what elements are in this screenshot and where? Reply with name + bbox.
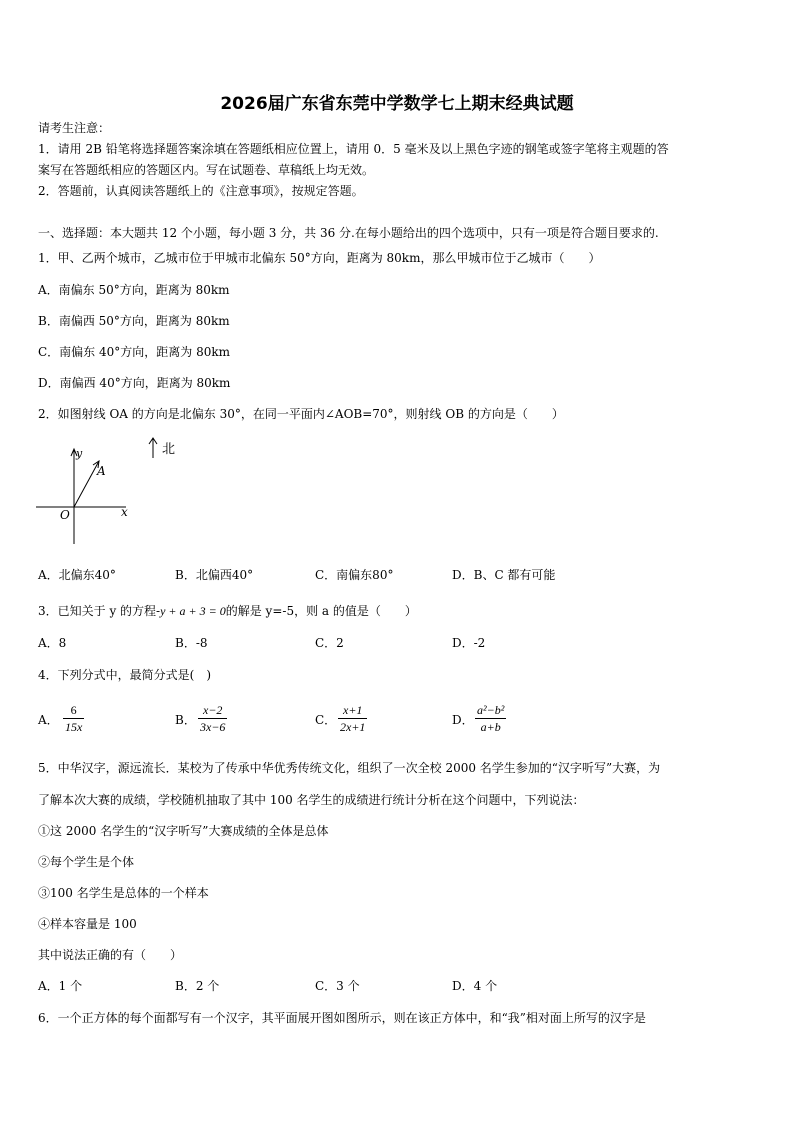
question-3-stem [38,603,417,619]
notice-item-1-line-1: 1．请用 2B 铅笔将选择题答案涂填在答题纸相应位置上，请用 0．5 毫米及以上黑色字迹的钢笔或签字笔将主观题的答 [38,142,669,156]
question-1-option-c: C．南偏东 40°方向，距离为 80km [38,345,231,359]
fraction-denominator: 3x−6 [200,720,226,734]
origin-label: O [60,508,70,522]
question-4-option-a-fraction [63,703,84,734]
question-5-option-c: C．3 个 [315,979,360,993]
question-5-ask: 其中说法正确的有（ ） [38,948,183,962]
notice-heading: 请考生注意： [38,121,111,135]
question-5-option-b: B．2 个 [175,979,220,993]
question-5-statement-4: ④样本容量是 100 [38,917,137,931]
fraction-denominator: 15x [65,720,83,734]
section-heading: 一、选择题：本大题共 12 个小题，每小题 3 分，共 36 分.在每小题给出的四个选项中，只有一项是符合题目要求的. [38,226,659,240]
question-4-option-d-fraction [475,703,506,734]
question-1-option-a: A．南偏东 50°方向，距离为 80km [38,283,230,297]
question-4-option-d-label: D． [452,713,474,727]
axis-x-label: x [121,505,128,519]
fraction-denominator: 2x+1 [340,720,366,734]
question-4-option-c-label: C． [315,713,337,727]
question-1-stem: 1．甲、乙两个城市，乙城市位于甲城市北偏东 50°方向，距离为 80km，那么甲城市位于乙城市（ ） [38,251,601,265]
question-6-stem: 6．一个正方体的每个面都写有一个汉字，其平面展开图如图所示，则在该正方体中，和“我”相对面上所写的汉字是 [38,1011,646,1025]
question-5-line-1: 5．中华汉字，源远流长．某校为了传承中华优秀传统文化，组织了一次全校 2000 名学生参加的“汉字听写”大赛，为 [38,761,661,775]
question-3-option-d: D．-2 [452,636,486,650]
notice-item-1-line-2: 案写在答题纸相应的答题区内。写在试题卷、草稿纸上均无效。 [38,163,375,177]
question-1-option-b: B．南偏西 50°方向，距离为 80km [38,314,230,328]
question-3-stem-end: 的解是 y=-5，则 a 的值是（ ） [225,604,417,618]
question-5-statement-3: ③100 名学生是总体的一个样本 [38,886,209,900]
notice-item-2: 2．答题前，认真阅读答题纸上的《注意事项》，按规定答题。 [38,184,364,198]
question-2-option-a: A．北偏东40° [38,568,116,582]
question-2-option-c: C．南偏东80° [315,568,394,582]
question-3-equation: y + a + 3 = 0 [160,604,226,618]
north-label: 北 [162,442,176,457]
question-2-option-b: B．北偏西40° [175,568,254,582]
question-5-option-a: A．1 个 [38,979,83,993]
fraction-numerator: a²−b² [477,703,505,717]
question-4-option-a-label: A． [38,713,59,727]
question-3-stem-start: 3．已知关于 y 的方程- [38,604,161,618]
question-4-option-b-fraction [198,703,227,734]
question-1-option-d: D．南偏西 40°方向，距离为 80km [38,376,231,390]
question-5-statement-1: ①这 2000 名学生的“汉字听写”大赛成绩的全体是总体 [38,824,329,838]
question-2-stem: 2．如图射线 OA 的方向是北偏东 30°，在同一平面内∠AOB=70°，则射线 OB 的方向是（ ） [38,407,564,421]
question-3-option-c: C．2 [315,636,344,650]
question-2-option-d: D．B、C 都有可能 [452,568,556,582]
north-arrow-icon [146,436,160,460]
fraction-numerator: x−2 [203,703,223,717]
question-4-stem: 4．下列分式中，最简分式是( ) [38,668,211,682]
direction-diagram [36,444,136,548]
question-3-option-a: A．8 [38,636,67,650]
page-title: 2026届广东省东莞中学数学七上期末经典试题 [220,94,574,114]
axis-y-label: y [76,447,83,460]
ray-oa [74,461,99,507]
question-4-option-b-label: B． [175,713,196,727]
fraction-numerator: x+1 [343,703,363,717]
question-4-option-c-fraction [338,703,367,734]
question-3-option-b: B．-8 [175,636,208,650]
question-5-statement-2: ②每个学生是个体 [38,855,135,869]
point-a-label: A [97,464,106,478]
question-5-line-2: 了解本次大赛的成绩，学校随机抽取了其中 100 名学生的成绩进行统计分析在这个问题中，下列说法： [38,793,585,807]
question-5-option-d: D．4 个 [452,979,498,993]
fraction-numerator: 6 [70,703,77,717]
fraction-denominator: a+b [480,720,501,734]
